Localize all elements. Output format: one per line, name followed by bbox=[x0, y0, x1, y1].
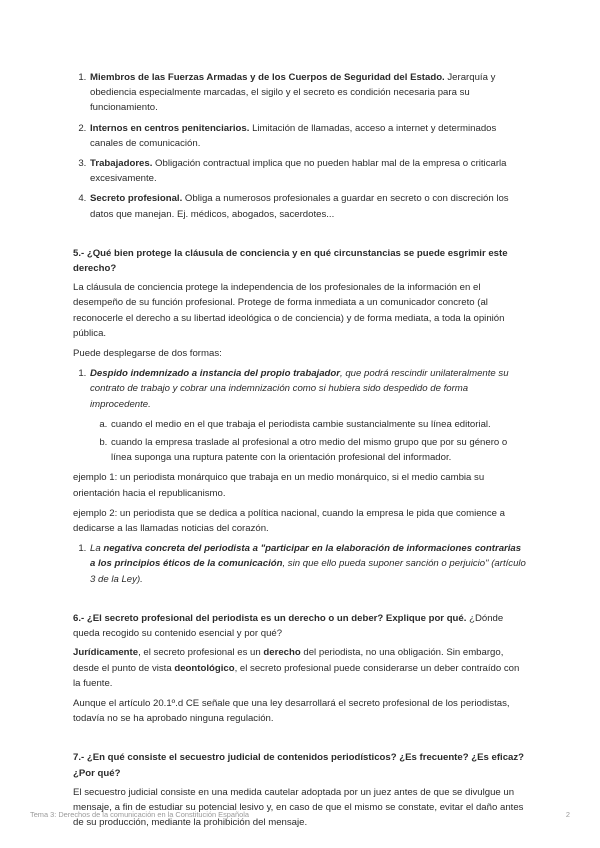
example-paragraph: ejemplo 2: un periodista que se dedica a política nacional, cuando la empresa le pida que comience a dedicarse a las llamadas noticias del corazón. bbox=[73, 507, 505, 535]
forms-list-2 bbox=[73, 541, 528, 587]
question-6-heading: 6.- ¿El secreto profesional del periodista es un derecho o un deber? Explique por qué. ¿Dónde queda recogido su contenido esencial y por qué? bbox=[73, 612, 504, 640]
list-item: 1. La negativa concreta del periodista a "participar en la elaboración de informaciones contrarias a los principios éticos de la comunicación, sin que ello pueda suponer sanción o perjuicio" (artículo 3 de la Ley). bbox=[89, 541, 528, 587]
footer-title: Tema 3: Derechos de la comunicación en la Constitución Española bbox=[30, 810, 249, 819]
page-footer bbox=[30, 810, 570, 819]
list-item: 1. Miembros de las Fuerzas Armadas y de los Cuerpos de Seguridad del Estado. Jerarquía y obediencia especialmente marcadas, el sigilo y el secreto es condición necesaria para su funcionamiento. bbox=[89, 70, 528, 116]
paragraph: Puede desplegarse de dos formas: bbox=[73, 348, 222, 360]
sub-list-item: a. cuando el medio en el que trabaja el periodista cambie sustancialmente su línea editorial. bbox=[110, 417, 528, 432]
list-item: 4. Secreto profesional. Obliga a numerosos profesionales a guardar en secreto o con discreción los datos que manejan. Ej. médicos, abogados, sacerdotes... bbox=[89, 191, 528, 221]
list-item: 1. Despido indemnizado a instancia del propio trabajador, que podrá rescindir unilateralmente su contrato de trabajo y cobrar una indemnización como si hubiera sido despedido de forma improcedente. a. cuando el medio en el que trabaja el periodista cambie sustancialmente su línea editorial. b. cuando la empresa traslade al profesional a otro medio del mismo grupo que por su género o línea suponga una ruptura patente con la orientación profesional del informador. bbox=[89, 366, 528, 465]
limits-list bbox=[73, 70, 528, 222]
forms-list bbox=[73, 366, 528, 465]
document-body bbox=[73, 70, 528, 835]
example-paragraph: ejemplo 1: un periodista monárquico que trabaja en un medio monárquico, si el medio cambia su orientación hacia el republicanismo. bbox=[73, 472, 485, 499]
paragraph: El secuestro judicial consiste en una medida cautelar adoptada por un juez antes de que se divulgue un mensaje, a fin de estudiar su potencial lesivo y, en caso de que el mismo se constate, evitar el daño antes de su producción, mediante la prohibición del mensaje. bbox=[73, 786, 524, 829]
sub-list-item: b. cuando la empresa traslade al profesional a otro medio del mismo grupo que por su género o línea suponga una ruptura patente con la orientación profesional del informador. bbox=[110, 435, 528, 465]
question-5-heading: 5.- ¿Qué bien protege la cláusula de conciencia y en qué circunstancias se puede esgrimir este derecho? bbox=[73, 247, 508, 275]
page-number: 2 bbox=[565, 810, 570, 819]
question-7-heading: 7.- ¿En qué consiste el secuestro judicial de contenidos periodísticos? ¿Es frecuente? ¿Es eficaz? ¿Por qué? bbox=[73, 752, 525, 779]
paragraph: La cláusula de conciencia protege la independencia de los profesionales de la información en el desempeño de su función profesional. Protege de forma inmediata a un comunicador concreto (al reconocerle el derecho a su libertad ideológica o de conciencia) y de forma mediata, a toda la opinión pública. bbox=[73, 282, 505, 339]
paragraph: Jurídicamente, el secreto profesional es un derecho del periodista, no una obligación. Sin embargo, desde el punto de vista deontológico, el secreto profesional puede considerarse un deber contraído con la fuente. bbox=[73, 647, 520, 689]
sub-list bbox=[90, 417, 528, 466]
list-item: 3. Trabajadores. Obligación contractual implica que no pueden hablar mal de la empresa o criticarla excesivamente. bbox=[89, 156, 528, 186]
paragraph: Aunque el artículo 20.1º.d CE señale que una ley desarrollará el secreto profesional de los periodistas, todavía no se ha aprobado ninguna regulación. bbox=[73, 697, 510, 725]
list-item: 2. Internos en centros penitenciarios. Limitación de llamadas, acceso a internet y determinados canales de comunicación. bbox=[89, 121, 528, 151]
